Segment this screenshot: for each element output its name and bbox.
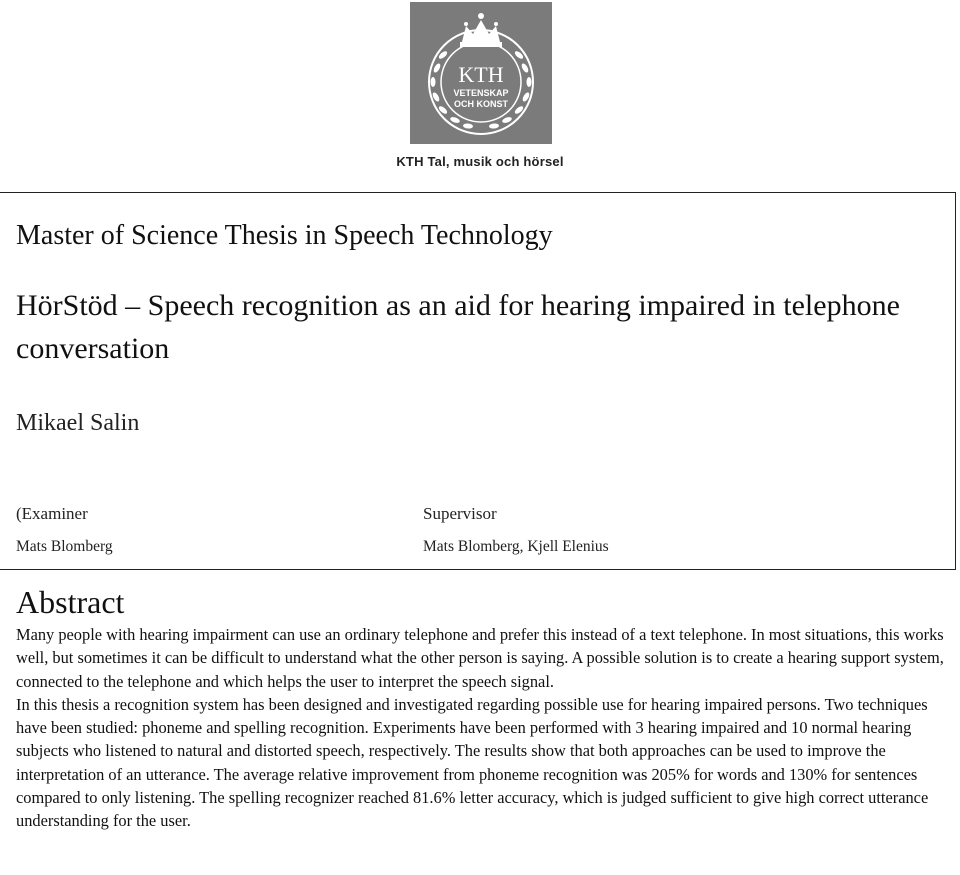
thesis-title: HörStöd – Speech recognition as an aid for hearing impaired in telephone conversation [16,289,900,365]
supervisor-label: Supervisor [423,504,497,523]
kth-logo [410,2,552,144]
logo-text-line2: VETENSKAP [453,88,509,98]
author-name: Mikael Salin [16,410,140,436]
abstract-heading: Abstract [16,584,125,620]
department-name: KTH Tal, musik och hörsel [396,154,564,169]
abstract-paragraph-2: In this thesis a recognition system has been designed and investigated regarding possible use for hearing impaired persons. Two techniques have been studied: phoneme and spelling recognition. Experiments have been performed with 3 hearing impaired and 10 normal hearing subjects who listened to natural and distorted speech, respectively. The results show that both approaches can be used to improve the interpretation of an utterance. The average relative improvement from phoneme recognition was 205% for words and 130% for sentences compared to only listening. The spelling recognizer reached 81.6% letter accuracy, which is judged sufficient to give high correct utterance understanding for the user. [16,694,929,831]
kth-seal-icon [410,2,552,144]
examiner-label: (Examiner [16,504,88,523]
abstract-paragraph-1: Many people with hearing impairment can use an ordinary telephone and prefer this instead of a text telephone. In most situations, this works well, but sometimes it can be difficult to understand what the other person is saying. A possible solution is to create a hearing support system, connected to the telephone and which helps the user to interpret the speech signal. [16,625,944,691]
thesis-type: Master of Science Thesis in Speech Technology [16,220,553,251]
supervisor-name: Mats Blomberg, Kjell Elenius [423,538,609,555]
logo-text-line3: OCH KONST [454,99,508,109]
examiner-name: Mats Blomberg [16,538,113,555]
abstract-body [16,623,951,833]
logo-text-kth: KTH [458,62,504,87]
